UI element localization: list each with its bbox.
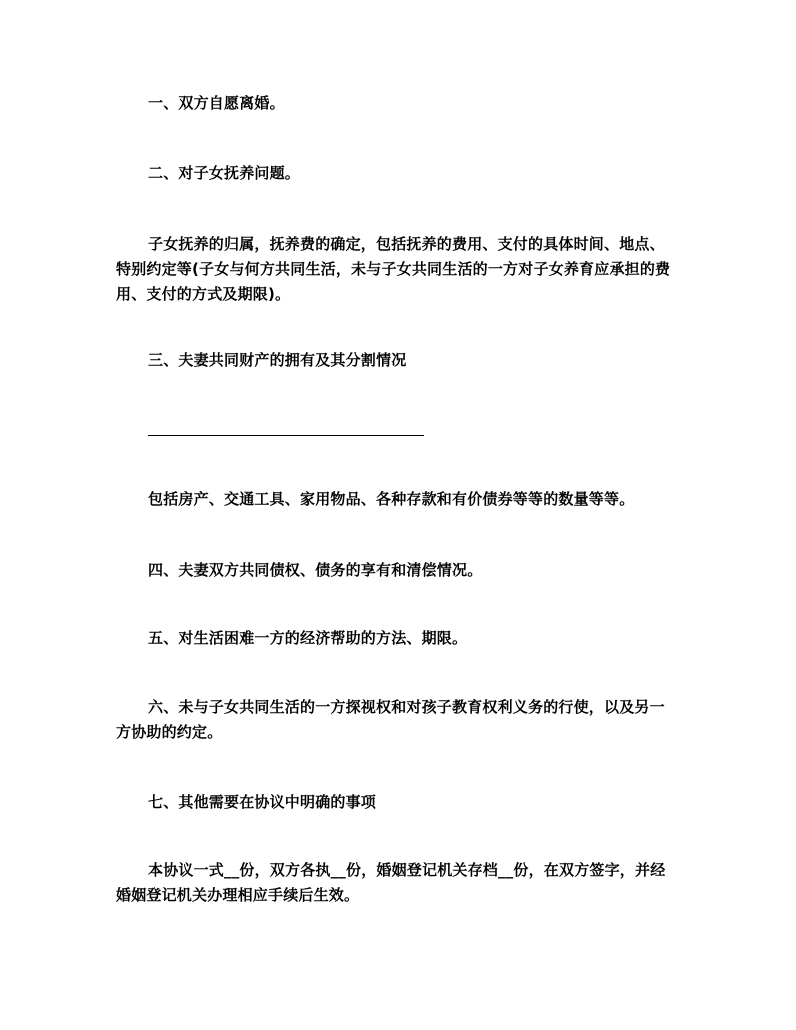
section-copies-effect: 本协议一式__份，双方各执__份，婚姻登记机关存档__份，在双方签字，并经婚姻登记机关办理相应手续后生效。 [116,861,666,904]
section-child-custody-details: 子女抚养的归属，抚养费的确定，包括抚养的费用、支付的具体时间、地点、特别约定等(子女与何方共同生活，未与子女共同生活的一方对子女养育应承担的费用、支付的方式及期限)。 [116,235,671,303]
section-property-details: 包括房产、交通工具、家用物品、各种存款和有价债券等等的数量等等。 [148,490,635,508]
section-other-matters: 七、其他需要在协议中明确的事项 [148,793,377,811]
section-visitation-rights: 六、未与子女共同生活的一方探视权和对孩子教育权利义务的行使，以及另一方协助的约定。 [116,698,665,741]
section-debts: 四、夫妻双方共同债权、债务的享有和清偿情况。 [148,561,483,579]
section-joint-property-heading: 三、夫妻共同财产的拥有及其分割情况 [148,351,407,369]
fill-in-blank-line [148,435,424,436]
section-financial-assistance: 五、对生活困难一方的经济帮助的方法、期限。 [148,629,468,647]
section-child-custody-heading: 二、对子女抚养问题。 [148,164,301,182]
section-divorce-voluntary: 一、双方自愿离婚。 [148,94,285,112]
